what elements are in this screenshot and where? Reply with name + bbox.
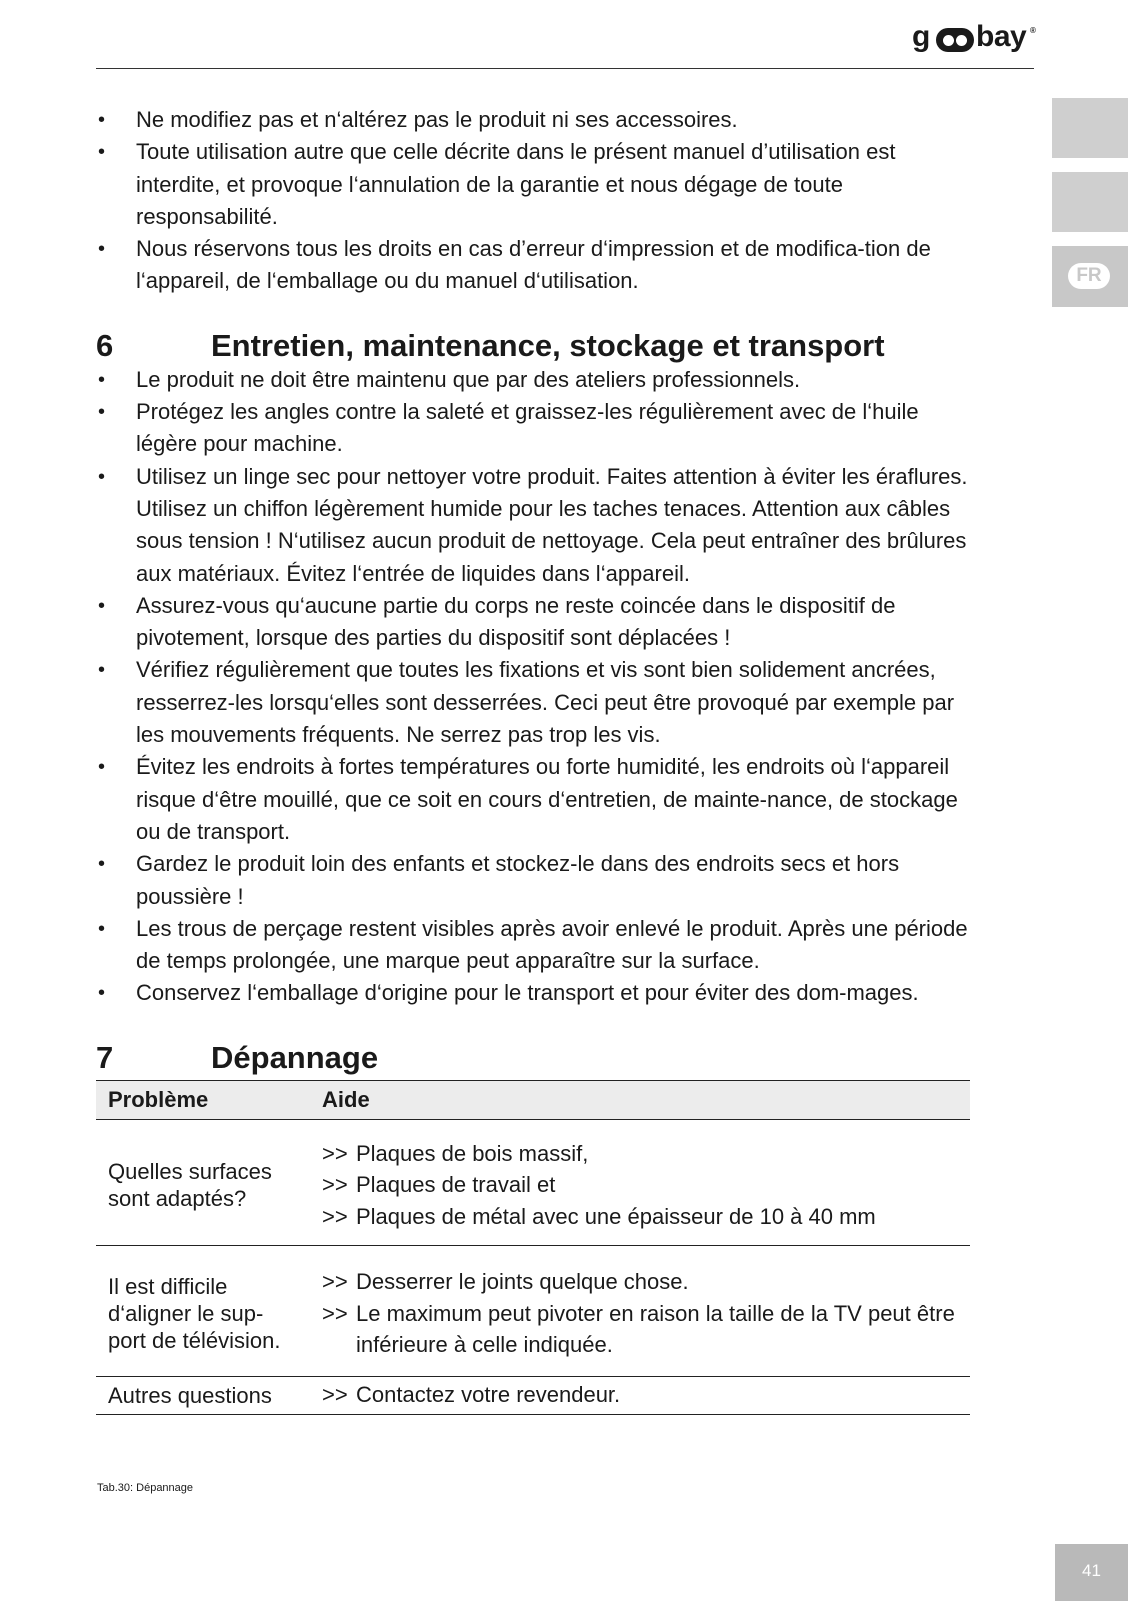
logo-g: g (912, 20, 930, 53)
table-row (96, 1119, 970, 1245)
language-badge: FR (1068, 263, 1110, 289)
language-tab-2 (1052, 172, 1128, 232)
list-item: • Ne modifiez pas et n‘altérez pas le produit ni ses accessoires. (96, 104, 976, 136)
list-item: • Protégez les angles contre la saleté et graissez-les régulièrement avec de l‘huile légère pour machine. (96, 396, 976, 461)
help-cell (310, 1376, 970, 1414)
page-number: 41 (1082, 1561, 1101, 1580)
problem-cell: Autres questions (96, 1376, 310, 1414)
help-line (322, 1169, 958, 1201)
troubleshooting-table (96, 1080, 970, 1415)
help-text: Plaques de bois massif, (356, 1140, 589, 1166)
page-number-box (1055, 1544, 1128, 1601)
page-content (96, 104, 976, 1415)
section-title: Dépannage (211, 1039, 379, 1075)
table-caption: Tab.30: Dépannage (97, 1482, 194, 1494)
language-tab-fr (1052, 246, 1128, 307)
list-item: • Gardez le produit loin des enfants et stockez-le dans des endroits secs et hors poussière ! (96, 848, 976, 913)
help-line (322, 1379, 958, 1411)
list-item: • Évitez les endroits à fortes températures ou forte humidité, les endroits où l‘appareil risque d‘être mouillé, que ce soit en cours d‘entretien, de mainte-nance, de stockage ou de transport. (96, 751, 976, 848)
header-rule (96, 68, 1034, 69)
help-text: Contactez votre revendeur. (356, 1382, 621, 1408)
problem-cell: Il est difficile d‘aligner le sup-port de télévision. (96, 1245, 310, 1376)
list-item: • Le produit ne doit être maintenu que par des ateliers professionnels. (96, 364, 976, 396)
arrow-marker: >> (322, 1203, 348, 1229)
list-item: • Utilisez un linge sec pour nettoyer votre produit. Faites attention à éviter les éraflures. Utilisez un chiffon légèrement humide pour les taches tenaces. Attention aux câbles sous tension ! N‘utilisez aucun produit de nettoyage. Cela peut entraîner des brûlures aux matériaux. Évitez l‘entrée de liquides dans l‘appareil. (96, 461, 976, 590)
header-problem: Problème (96, 1080, 310, 1119)
help-line (322, 1298, 958, 1361)
logo-bay: bay (976, 20, 1027, 53)
section-number: 7 (96, 1039, 114, 1075)
arrow-marker: >> (322, 1269, 348, 1295)
list-item: • Vérifiez régulièrement que toutes les fixations et vis sont bien solidement ancrées, resserrez-les lorsqu‘elles sont desserrées. Ceci peut être provoqué par exemple par les mouvements fréquents. Ne serrez pas trop les vis. (96, 654, 976, 751)
list-item: • Nous réservons tous les droits en cas d’erreur d‘impression et de modifica-tion de l‘appareil, de l‘emballage ou du manuel d‘utilisation. (96, 233, 976, 298)
help-cell (310, 1119, 970, 1245)
goobay-logo (912, 20, 1036, 60)
help-line (322, 1266, 958, 1298)
help-text: Plaques de métal avec une épaisseur de 10 à 40 mm (356, 1203, 876, 1229)
help-line (322, 1138, 958, 1170)
logo-oo-mark (936, 28, 974, 52)
help-text: Le maximum peut pivoter en raison la taille de la TV peut être inférieure à celle indiquée. (356, 1300, 955, 1358)
arrow-marker: >> (322, 1382, 348, 1408)
registered-mark: ® (1030, 26, 1036, 35)
table-header-row (96, 1080, 970, 1119)
list-item: • Assurez-vous qu‘aucune partie du corps ne reste coincée dans le dispositif de pivotement, lorsque des parties du dispositif sont déplacées ! (96, 590, 976, 655)
help-cell (310, 1245, 970, 1376)
language-tab-1 (1052, 98, 1128, 158)
problem-cell: Quelles surfaces sont adaptés? (96, 1119, 310, 1245)
section-6-heading (96, 328, 976, 364)
help-line (322, 1201, 958, 1233)
section-title: Entretien, maintenance, stockage et transport (211, 327, 885, 363)
header-help: Aide (310, 1080, 970, 1119)
arrow-marker: >> (322, 1172, 348, 1198)
list-item: • Toute utilisation autre que celle décrite dans le présent manuel d’utilisation est interdite, et provoque l‘annulation de la garantie et nous dégage de toute responsabilité. (96, 136, 976, 233)
arrow-marker: >> (322, 1300, 348, 1326)
section-7-heading (96, 1040, 976, 1076)
section-number: 6 (96, 327, 114, 363)
list-item: • Les trous de perçage restent visibles après avoir enlevé le produit. Après une période de temps prolongée, une marque peut apparaître sur la surface. (96, 913, 976, 978)
maintenance-bullet-list (96, 364, 976, 1010)
help-text: Plaques de travail et (356, 1172, 556, 1198)
intro-bullet-list (96, 104, 976, 298)
table-row (96, 1245, 970, 1376)
list-item: • Conservez l‘emballage d‘origine pour le transport et pour éviter des dom-mages. (96, 977, 976, 1009)
arrow-marker: >> (322, 1140, 348, 1166)
help-text: Desserrer le joints quelque chose. (356, 1269, 689, 1295)
table-row (96, 1376, 970, 1414)
